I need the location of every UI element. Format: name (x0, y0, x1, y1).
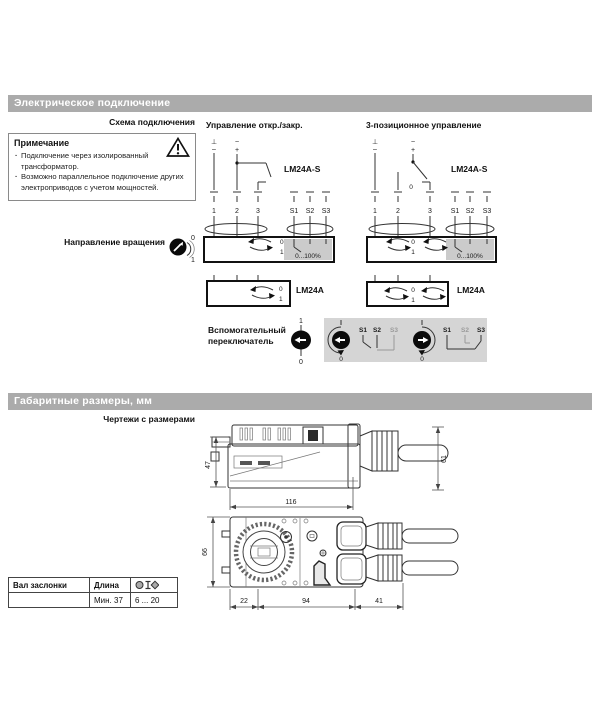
wiring-diagram-open-close (200, 132, 346, 268)
aux-switch-label-line2: переключатель (208, 336, 274, 346)
shaft-col-header: Вал заслонки (9, 578, 90, 593)
model-label-lm24a-right: LM24A (457, 285, 485, 295)
shaft-range-cell: 6 ... 20 (131, 593, 178, 608)
dim-47 (205, 437, 228, 487)
minus-symbol: – (212, 146, 216, 153)
range-label: 0...100% (295, 253, 321, 260)
pos-0: 0 (411, 239, 415, 246)
pos-0: 0 (280, 239, 284, 246)
pos-0: 0 (411, 287, 415, 294)
terminal-breaks (210, 192, 330, 202)
note-list (14, 151, 190, 193)
table-row (9, 593, 178, 608)
dim-22-value: 22 (240, 598, 248, 605)
ac-symbol: ~ (410, 139, 416, 146)
aux-state-left (328, 320, 398, 363)
rot-pos-0: 0 (191, 235, 195, 242)
terminal-s3: S3 (321, 208, 331, 215)
section-header-dimensions: Габаритные размеры, мм (8, 393, 592, 410)
rot-pos-1: 1 (191, 257, 195, 264)
three-pos-title: 3-позиционное управление (366, 120, 482, 130)
ground-symbol: ⊥ (371, 139, 379, 146)
pos-1: 1 (280, 249, 284, 256)
s3-label: S3 (390, 327, 398, 334)
s2-label: S2 (461, 327, 469, 334)
aux-switch-states (324, 318, 487, 362)
section-header-electrical: Электрическое подключение (8, 95, 592, 112)
aux-pos-0: 0 (299, 359, 303, 366)
ground-symbol: ⊥ (210, 139, 218, 146)
length-cell: Мин. 37 (90, 593, 131, 608)
shaft-symbols-icon (135, 580, 159, 590)
note-title: Примечание (14, 138, 70, 148)
actuator-box (367, 237, 496, 262)
model-label-left: LM24A-S (284, 164, 321, 174)
s1-label: S1 (443, 327, 451, 334)
wiring-scheme-label: Схема подключения (109, 117, 195, 127)
actuator-top-body (222, 517, 366, 587)
minus-symbol: – (373, 146, 377, 153)
actuator-box (204, 237, 334, 262)
aux-state-right (413, 320, 485, 363)
terminal-s2: S2 (465, 208, 475, 215)
rotation-knob-icon (166, 229, 200, 267)
top-view-drawing (200, 510, 462, 616)
wiring-diagram-3pos (360, 132, 502, 268)
terminal-1: 1 (373, 208, 377, 215)
terminal-s1: S1 (289, 208, 299, 215)
dim-94-value: 94 (302, 598, 310, 605)
mid-position: 0 (409, 184, 413, 191)
shaft-cell-empty (9, 593, 90, 608)
plus-symbol: + (410, 147, 416, 154)
terminal-2: 2 (396, 208, 400, 215)
range-label: 0...100% (457, 253, 483, 260)
shaft-type-col-header (131, 578, 178, 593)
pos-1: 1 (279, 296, 283, 303)
cable-side (360, 431, 448, 471)
cable-glands (205, 216, 333, 237)
dim-116 (230, 477, 353, 510)
wires (214, 153, 271, 190)
terminal-1: 1 (212, 208, 216, 215)
dim-47-value: 47 (205, 461, 212, 469)
note-item: · Подключение через изолированный трансформатор. (14, 151, 190, 172)
aux-switch-label-line1: Вспомогательный (208, 325, 286, 335)
note-item: · Возможно параллельное подключение других электроприводов с учетом мощностей. (14, 172, 190, 193)
pos-0: 0 (279, 286, 283, 293)
dim-116-value: 116 (285, 499, 297, 506)
shaft-table (8, 577, 178, 608)
terminal-2: 2 (235, 208, 239, 215)
s3-label: S3 (477, 327, 485, 334)
rotation-direction-label: Направление вращения (64, 237, 165, 247)
dim-66-value: 66 (202, 548, 209, 556)
state-pos-0: 0 (339, 356, 343, 363)
terminal-s2: S2 (305, 208, 315, 215)
pos-1: 1 (411, 249, 415, 256)
aux-switch-label (208, 325, 286, 347)
model-label-right: LM24A-S (451, 164, 488, 174)
model-label-lm24a-left: LM24A (296, 285, 324, 295)
open-close-title: Управление откр./закр. (206, 120, 303, 130)
cable-glands (369, 216, 494, 237)
aux-pos-1: 1 (299, 318, 303, 325)
ac-symbol: ~ (234, 139, 240, 146)
terminal-s3: S3 (482, 208, 492, 215)
warning-icon (167, 137, 191, 158)
state-pos-0: 0 (420, 356, 424, 363)
aux-knob-icon (289, 312, 315, 366)
length-col-header: Длина (90, 578, 131, 593)
dim-41-value: 41 (375, 598, 383, 605)
terminal-breaks (371, 192, 491, 202)
actuator-side-body (211, 424, 360, 488)
s2-label: S2 (373, 327, 381, 334)
plus-symbol: + (234, 147, 240, 154)
side-view-drawing (200, 420, 452, 514)
s1-label: S1 (359, 327, 367, 334)
pos-1: 1 (411, 297, 415, 304)
cables-top (366, 523, 458, 581)
table-header-row (9, 578, 178, 593)
dim-66 (202, 517, 230, 587)
dim-61-value: 61 (441, 455, 448, 463)
wires (375, 153, 430, 191)
drawings-label: Чертежи с размерами (103, 414, 195, 424)
dim-61 (432, 427, 448, 490)
terminal-3: 3 (256, 208, 260, 215)
terminal-3: 3 (428, 208, 432, 215)
terminal-s1: S1 (450, 208, 460, 215)
